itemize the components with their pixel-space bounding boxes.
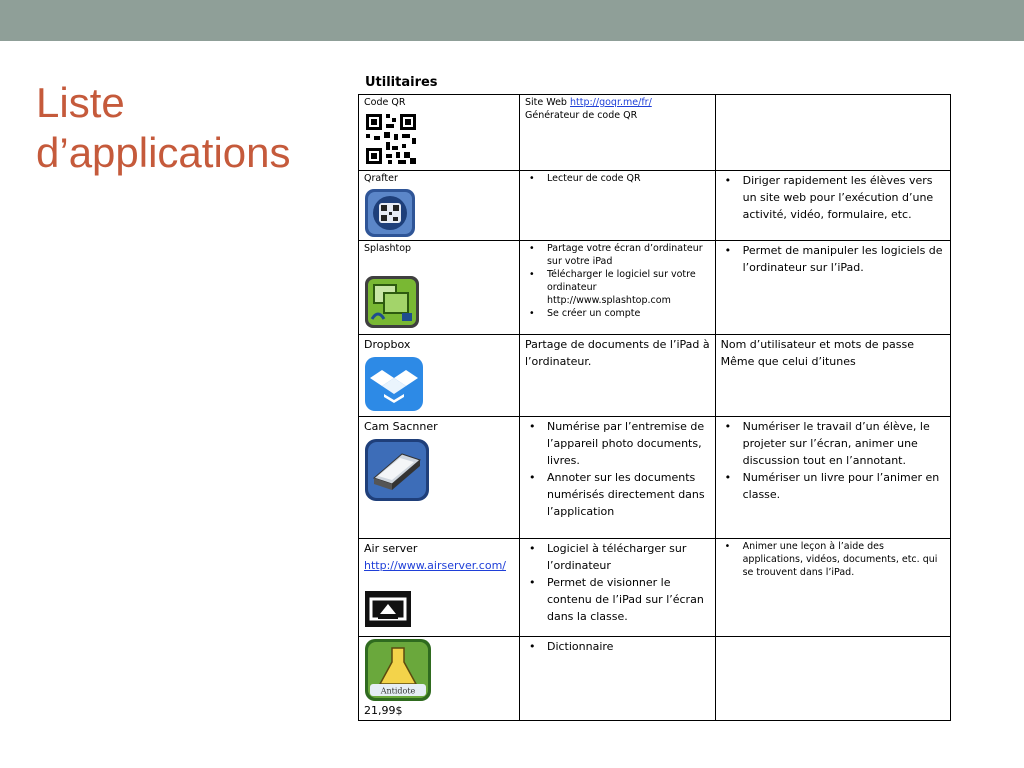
apps-table <box>358 94 951 721</box>
description-cell <box>519 241 715 335</box>
usage-cell <box>715 95 950 171</box>
app-cell <box>359 171 520 241</box>
bullet-item: • Logiciel à télécharger sur l’ordinateur <box>547 540 710 574</box>
table-heading: Utilitaires <box>365 75 438 90</box>
table-row <box>359 241 951 335</box>
title-line-1: Liste <box>36 79 125 126</box>
slide-title <box>36 78 326 178</box>
bullet-item: • Numérise par l’entremise de l’appareil photo documents, livres. <box>547 418 710 469</box>
bullet-item: • Se créer un compte <box>547 307 710 320</box>
bullet-item: • Numériser le travail d’un élève, le projeter sur l’écran, animer une discussion tout en l’annotant. <box>743 418 945 469</box>
bullet-item: • Permet de manipuler les logiciels de l’ordinateur sur l’iPad. <box>743 242 945 276</box>
app-cell <box>359 637 520 721</box>
usage-cell <box>715 539 950 637</box>
qr-code-icon <box>364 112 418 166</box>
bullet-item: • Lecteur de code QR <box>547 172 710 185</box>
app-cell <box>359 241 520 335</box>
title-line-2: d’applications <box>36 129 291 176</box>
splashtop-app-icon <box>364 275 420 329</box>
bullet-item: • Dictionnaire <box>547 638 710 655</box>
scanner-app-icon <box>364 438 430 502</box>
app-cell <box>359 95 520 171</box>
app-name: Qrafter <box>364 173 398 184</box>
antidote-app-icon <box>364 638 432 702</box>
description-cell <box>519 171 715 241</box>
description-text: Partage de documents de l’iPad à l’ordinateur. <box>524 338 710 368</box>
site-web-label: Site Web <box>524 97 570 108</box>
table-row <box>359 417 951 539</box>
app-name: Code QR <box>364 97 406 108</box>
table-row <box>359 171 951 241</box>
svg-text:Antidote: Antidote <box>380 686 416 696</box>
description-cell <box>519 335 715 417</box>
app-name: Air server <box>364 542 418 555</box>
usage-cell <box>715 241 950 335</box>
bullet-item: • Numériser un livre pour l’animer en classe. <box>743 469 945 503</box>
usage-cell <box>715 637 950 721</box>
usage-text: Nom d’utilisateur et mots de passe <box>720 338 915 351</box>
usage-cell <box>715 171 950 241</box>
description-text: Générateur de code QR <box>524 110 638 121</box>
table-row <box>359 95 951 171</box>
bullet-item: • Partage votre écran d’ordinateur sur votre iPad <box>547 242 710 268</box>
table-row <box>359 335 951 417</box>
bullet-item: • Permet de visionner le contenu de l’iPad sur l’écran dans la classe. <box>547 574 710 625</box>
app-name: Cam Sacnner <box>364 420 438 433</box>
bullet-item: • Télécharger le logiciel sur votre ordinateur http://www.splashtop.com <box>547 268 710 307</box>
top-band <box>0 0 1024 41</box>
app-cell <box>359 335 520 417</box>
app-cell <box>359 539 520 637</box>
airserver-link[interactable]: http://www.airserver.com/ <box>364 559 507 572</box>
description-cell <box>519 95 715 171</box>
bullet-item: • Diriger rapidement les élèves vers un site web pour l’exécution d’une activité, vidéo, formulaire, etc. <box>743 172 945 223</box>
qrafter-app-icon <box>364 188 416 238</box>
usage-cell <box>715 335 950 417</box>
bullet-item: • Animer une leçon à l’aide des applications, vidéos, documents, etc. qui se trouvent dans l’iPad. <box>743 540 945 579</box>
usage-cell <box>715 417 950 539</box>
app-cell <box>359 417 520 539</box>
price-label: 21,99$ <box>364 704 403 717</box>
goqr-link[interactable]: http://goqr.me/fr/ <box>569 97 652 108</box>
dropbox-app-icon <box>364 356 424 412</box>
description-cell <box>519 539 715 637</box>
usage-text: Même que celui d’itunes <box>720 355 856 368</box>
description-cell <box>519 637 715 721</box>
bullet-item: • Annoter sur les documents numérisés directement dans l’application <box>547 469 710 520</box>
app-name: Splashtop <box>364 243 412 254</box>
description-cell <box>519 417 715 539</box>
table-row <box>359 637 951 721</box>
app-name: Dropbox <box>364 338 411 351</box>
airplay-icon <box>364 590 412 628</box>
table-row <box>359 539 951 637</box>
